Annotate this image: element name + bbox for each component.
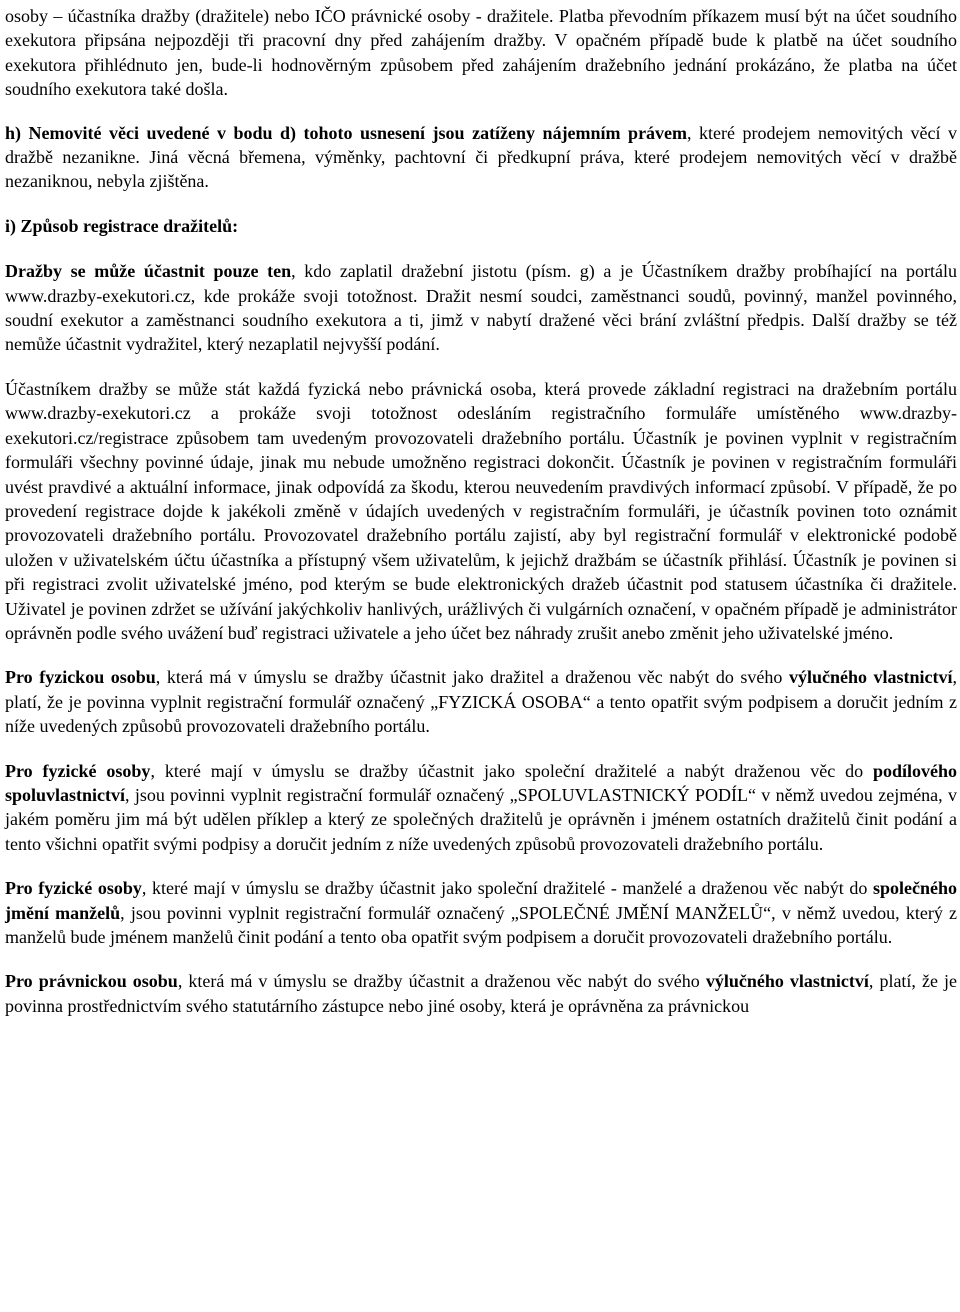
text-run: , která má v úmyslu se dražby účastnit a draženou věc nabýt do svého	[177, 971, 706, 992]
text-run: , platí, že je povinna vyplnit registrační formulář označený „FYZICKÁ OSOBA“ a tento opatřit svým podpisem a doručit jedním z níže uvedených způsobů provozovateli dražebního portálu.	[5, 667, 957, 737]
text-run-bold: Pro fyzické osoby	[5, 760, 151, 781]
text-run: , jsou povinni vyplnit registrační formulář označený „SPOLEČNÉ JMĚNÍ MANŽELŮ“, v němž uvedou, který z manželů bude jménem manželů činit podání a tento oba opatřit svým podpisem a doručit provozovateli dražebního portálu.	[5, 902, 958, 947]
text-run-bold: výlučného vlastnictví	[705, 971, 869, 992]
paragraph-section-h-encumbrances	[5, 121, 957, 194]
section-i-heading	[5, 214, 957, 238]
paragraph-natural-person	[5, 665, 957, 738]
text-run-bold: společného jmění manželů	[5, 878, 957, 923]
text-run: , která má v úmyslu se dražby účastnit jako dražitel a draženou věc nabýt do svého	[155, 667, 789, 688]
text-run: osoby – účastníka dražby (dražitele) nebo IČO právnické osoby - dražitele. Platba převodním příkazem musí být na účet soudního exekutora připsána nejpozději tři pracovní dny před zahájením dražby. V opačném případě bude k platbě na účet soudního exekutora přihlédnuto jen, bude-li hodnověrným způsobem před zahájením dražebního jednání prokázáno, že platba na účet soudního exekutora také došla.	[5, 6, 957, 100]
text-run-bold: výlučného vlastnictví	[788, 667, 953, 688]
text-run: , kdo zaplatil dražební jistotu (písm. g) a je Účastníkem dražby probíhající na portálu www.drazby-exekutori.cz, kde prokáže svoji totožnost. Dražit nesmí soudci, zaměstnanci soudů, povinný, manžel povinného, soudní exekutor a zaměstnanci soudního exekutora a ti, jimž v nabytí dražené věci brání zvláštní předpis. Další dražby se též nemůže účastnit vydražitel, který nezaplatil nejvyšší podání.	[5, 261, 957, 355]
text-run: , jsou povinni vyplnit registrační formulář označený „SPOLUVLASTNICKÝ PODÍL“ v němž uvedou zejména, v jakém poměru jim má být udělen příklep a který ze společných dražitelů je oprávněn i jménem ostatních dražitelů činit podání a tento všichni opatřit svými podpisy a doručit jedním z níže uvedených způsobů provozovateli dražebního portálu.	[5, 784, 957, 854]
paragraph-spouses-joint-property	[5, 876, 957, 949]
paragraph-co-ownership-share	[5, 759, 957, 857]
paragraph-payment-deadline	[5, 4, 957, 102]
paragraph-registration-process	[5, 377, 957, 645]
text-run-bold: Pro fyzické osoby	[5, 878, 142, 899]
text-run: Účastníkem dražby se může stát každá fyzická nebo právnická osoba, která provede základní registraci na dražebním portálu www.drazby-exekutori.cz a prokáže svoji totožnost odesláním registračního formuláře umístěného www.drazby-exekutori.cz/registrace způsobem tam uvedeným provozovateli dražebního portálu. Účastník je povinen vyplnit v registračním formuláři všechny povinné údaje, jinak mu nebude umožněno registraci dokončit. Účastník je povinen v registračním formuláři uvést pravdivé a aktuální informace, jinak odpovídá za škodu, kterou neuvedením pravdivých informací způsobí. V případě, že po provedení registrace dojde k jakékoli změně v údajích uvedených v registračním formuláři, je účastník povinen toto oznámit provozovateli dražebního portálu. Provozovatel dražebního portálu zajistí, aby byl registrační formulář v elektronické podobě uložen v uživatelském účtu účastníka a přístupný všem uživatelům, k jejichž dražbám se účastník přihlásí. Účastník je povinen si při registraci zvolit uživatelské jméno, pod kterým se bude elektronických dražeb účastnit pod statusem účastníka či dražitele. Uživatel je povinen zdržet se užívání jakýchkoliv hanlivých, urážlivých či vulgárních označení, v opačném případě je administrátor oprávněn podle svého uvážení buď registraci uživatele a jeho účet bez náhrady zrušit anebo změnit jeho uživatelské jméno.	[5, 378, 957, 643]
text-run: , které mají v úmyslu se dražby účastnit jako společní dražitelé a nabýt draženou věc do	[150, 760, 873, 781]
text-run-bold: podílového spoluvlastnictví	[5, 760, 957, 805]
text-run-bold: Pro fyzickou osobu	[5, 667, 156, 688]
text-run-bold: i) Způsob registrace dražitelů:	[5, 215, 239, 236]
text-run: , které prodejem nemovitých věcí v dražbě nezanikne. Jiná věcná břemena, výměnky, pachtovní či předkupní práva, které prodejem nemovitých věcí v dražbě nezaniknou, nebyla zjištěna.	[5, 122, 957, 192]
text-run: , platí, že je povinna prostřednictvím svého statutárního zástupce nebo jiné osoby, která je oprávněna za právnickou	[5, 971, 957, 1016]
paragraph-who-can-bid	[5, 259, 957, 357]
paragraph-legal-entity	[5, 969, 957, 1018]
text-run-bold: Pro právnickou osobu	[5, 971, 178, 992]
text-run: , které mají v úmyslu se dražby účastnit jako společní dražitelé - manželé a draženou věc nabýt do	[141, 878, 873, 899]
text-run-bold: Dražby se může účastnit pouze ten	[5, 261, 292, 282]
text-run-bold: h) Nemovité věci uvedené v bodu d) tohoto usnesení jsou zatíženy nájemním právem	[5, 122, 688, 143]
